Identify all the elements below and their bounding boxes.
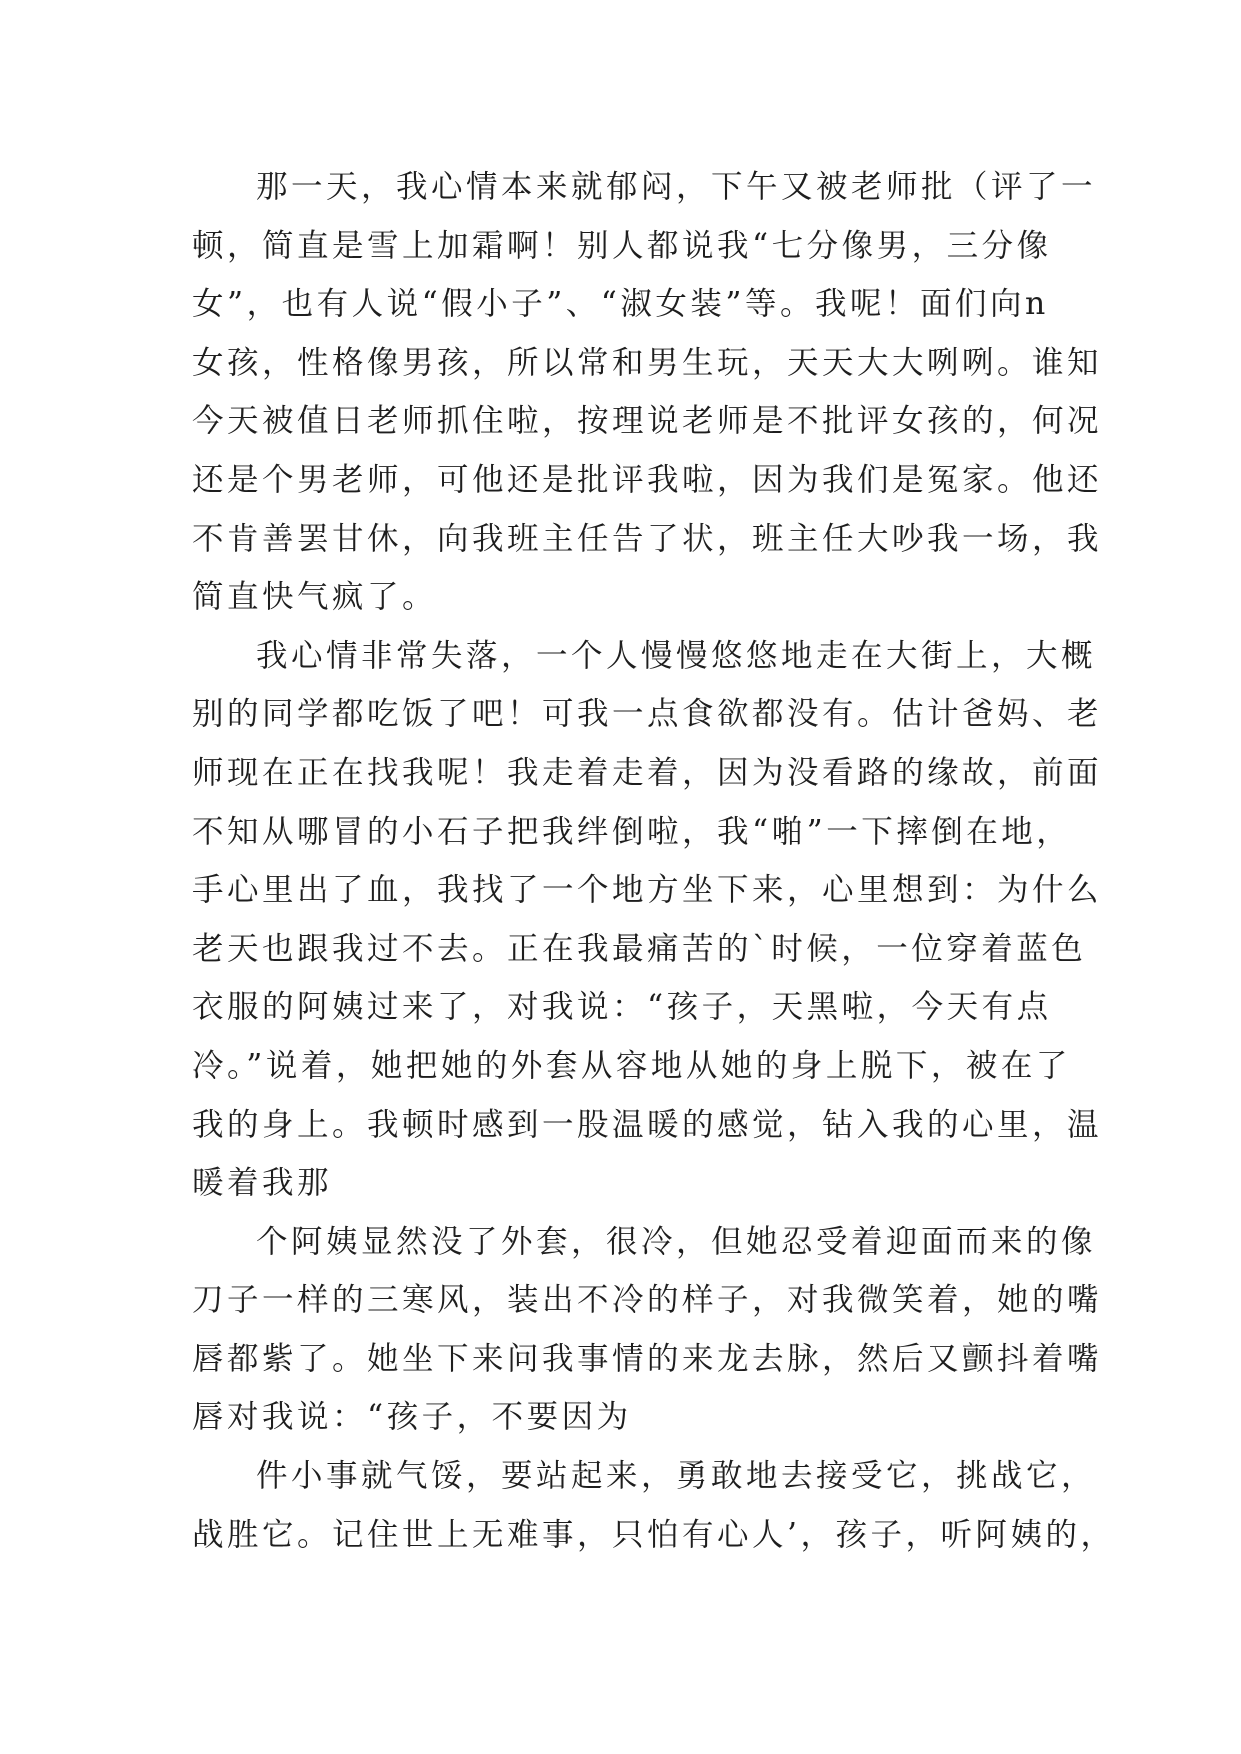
body-text bbox=[192, 158, 1116, 1564]
text-line: 师现在正在找我呢！我走着走着，因为没看路的缘故，前面 bbox=[192, 754, 1103, 791]
text-line: 我的身上。我顿时感到一股温暖的感觉，钻入我的心里，温 bbox=[192, 1106, 1103, 1143]
text-line: 手心里出了血，我找了一个地方坐下来，心里想到：为什么 bbox=[192, 872, 1103, 909]
text-line: 不知从哪冒的小石子把我绊倒啦，我“啪”一下摔倒在地， bbox=[192, 813, 1072, 850]
text-line: 个阿姨显然没了外套，很冷，但她忍受着迎面而来的像 bbox=[256, 1223, 1097, 1260]
text-line: 不肯善罢甘休，向我班主任告了状，班主任大吵我一场，我 bbox=[192, 520, 1103, 557]
text-line: 简直快气疯了。 bbox=[192, 579, 438, 616]
text-line: 还是个男老师，可他还是批评我啦，因为我们是冤家。他还 bbox=[192, 461, 1103, 498]
text-line: 别的同学都吃饭了吧！可我一点食欲都没有。估计爸妈、老 bbox=[192, 696, 1103, 733]
text-line: 女孩，性格像男孩，所以常和男生玩，天天大大咧咧。谁知 bbox=[192, 344, 1103, 381]
text-line: 唇都紫了。她坐下来问我事情的来龙去脉，然后又颤抖着嘴 bbox=[192, 1340, 1103, 1377]
text-line: 顿，简直是雪上加霜啊！别人都说我“七分像男，三分像 bbox=[192, 227, 1052, 264]
text-line: 冷。”说着，她把她的外套从容地从她的身上脱下，被在了 bbox=[192, 1047, 1071, 1084]
text-line: 女”，也有人说“假小子”、“淑女装”等。我呢！面们向n bbox=[192, 286, 1049, 323]
text-line: 那一天，我心情本来就郁闷，下午又被老师批（评了一 bbox=[256, 169, 1097, 205]
text-line: 战胜它。记住世上无难事，只怕有心人’，孩子，听阿姨的， bbox=[192, 1516, 1116, 1553]
text-line: 件小事就气馁，要站起来，勇敢地去接受它，挑战它， bbox=[256, 1458, 1097, 1495]
text-line: 暖着我那 bbox=[192, 1165, 333, 1202]
text-line: 刀子一样的三寒风，装出不冷的样子，对我微笑着，她的嘴 bbox=[192, 1282, 1103, 1319]
text-line: 今天被值日老师抓住啦，按理说老师是不批评女孩的，何况 bbox=[192, 403, 1103, 440]
text-line: 衣服的阿姨过来了，对我说：“孩子，天黑啦，今天有点 bbox=[192, 989, 1052, 1026]
text-line: 唇对我说：“孩子，不要因为 bbox=[192, 1399, 632, 1436]
text-line: 我心情非常失落，一个人慢慢悠悠地走在大街上，大概 bbox=[256, 637, 1097, 674]
text-line: 老天也跟我过不去。正在我最痛苦的`时候，一位穿着蓝色 bbox=[192, 930, 1087, 967]
